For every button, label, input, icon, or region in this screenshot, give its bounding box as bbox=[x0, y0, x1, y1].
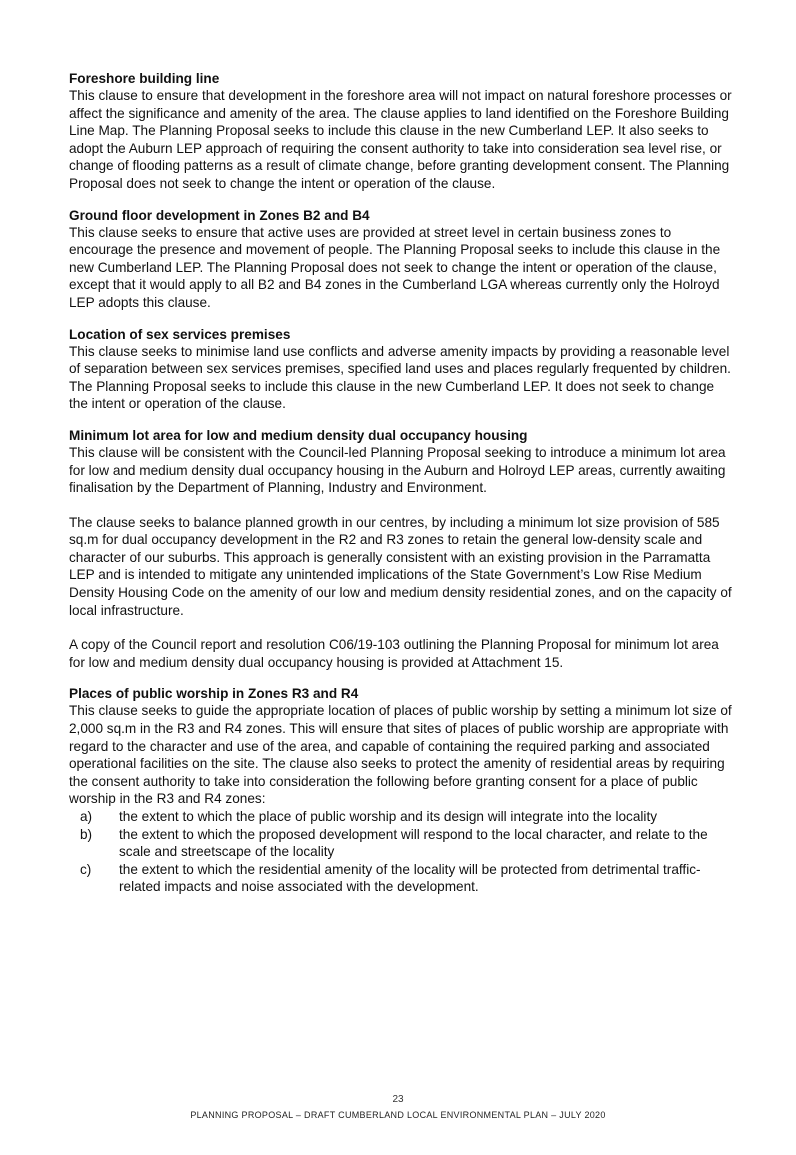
section-minimum-lot-area bbox=[69, 427, 734, 672]
footer-title: PLANNING PROPOSAL – DRAFT CUMBERLAND LOCAL ENVIRONMENTAL PLAN – JULY 2020 bbox=[190, 1110, 606, 1120]
section-sex-services-premises bbox=[69, 326, 734, 413]
section-paragraph: This clause will be consistent with the Council-led Planning Proposal seeking to introduce a minimum lot area for low and medium density dual occupancy housing in the Auburn and Holroyd LEP areas, currently awaiting finalisation by the Department of Planning, Industry and Environment. bbox=[69, 444, 726, 496]
section-foreshore-building-line bbox=[69, 70, 734, 193]
list-item bbox=[69, 826, 734, 861]
page-body bbox=[69, 70, 734, 910]
list-marker: b) bbox=[80, 826, 93, 842]
list-item-text: the extent to which the residential amenity of the locality will be protected from detrimental traffic-related impacts and noise associated with the development. bbox=[119, 861, 701, 895]
section-heading: Places of public worship in Zones R3 and R4 bbox=[69, 686, 359, 702]
list-item bbox=[69, 861, 734, 896]
section-heading: Location of sex services premises bbox=[69, 326, 291, 342]
section-paragraph: This clause seeks to minimise land use conflicts and adverse amenity impacts by providing a reasonable level of separation between sex services premises, specified land uses and places regularly frequented by children. The Planning Proposal seeks to include this clause in the new Cumberland LEP. It does not seek to change the intent or operation of the clause. bbox=[69, 343, 731, 412]
section-paragraph: This clause to ensure that development in the foreshore area will not impact on natural foreshore processes or affect the significance and amenity of the area. The clause applies to land identified on the Foreshore Building Line Map. The Planning Proposal seeks to include this clause in the new Cumberland LEP. It also seeks to adopt the Auburn LEP approach of requiring the consent authority to take into consideration sea level rise, or change of flooding patterns as a result of climate change, before granting development consent. The Planning Proposal does not seek to change the intent or operation of the clause. bbox=[69, 88, 732, 191]
section-paragraph: This clause seeks to ensure that active uses are provided at street level in certain business zones to encourage the presence and movement of people. The Planning Proposal seeks to include this clause in the new Cumberland LEP. The Planning Proposal does not seek to change the intent or operation of the clause, except that it would apply to all B2 and B4 zones in the Cumberland LGA whereas currently only the Holroyd LEP adopts this clause. bbox=[69, 224, 721, 310]
list-marker: c) bbox=[80, 861, 92, 877]
section-heading: Ground floor development in Zones B2 and B4 bbox=[69, 207, 370, 223]
section-ground-floor-development bbox=[69, 207, 734, 312]
section-heading: Foreshore building line bbox=[69, 71, 220, 86]
list-marker: a) bbox=[80, 809, 93, 824]
section-heading: Minimum lot area for low and medium density dual occupancy housing bbox=[69, 427, 528, 443]
section-places-of-public-worship bbox=[69, 685, 734, 896]
considerations-list bbox=[69, 808, 734, 896]
section-paragraph: This clause seeks to guide the appropriate location of places of public worship by setting a minimum lot size of 2,000 sq.m in the R3 and R4 zones. This will ensure that sites of places of public worship are appropriate with regard to the character and use of the area, and capable of containing the required parking and associated operational facilities on the site. The clause also seeks to protect the amenity of residential areas by requiring the consent authority to take into consideration the following before granting consent for a place of public worship in the R3 and R4 zones: bbox=[69, 703, 732, 807]
section-paragraph: A copy of the Council report and resolution C06/19-103 outlining the Planning Proposal for minimum lot area for low and medium density dual occupancy housing is provided at Attachment 15. bbox=[69, 637, 719, 670]
list-item bbox=[69, 808, 734, 826]
section-paragraph: The clause seeks to balance planned growth in our centres, by including a minimum lot size provision of 585 sq.m for dual occupancy development in the R2 and R3 zones to retain the general low-density scale and character of our suburbs. This approach is generally consistent with an existing provision in the Parramatta LEP and is intended to mitigate any unintended implications of the State Government’s Low Rise Medium Density Housing Code on the amenity of our low and medium density residential zones, and on the capacity of local infrastructure. bbox=[69, 514, 732, 618]
list-item-text: the extent to which the place of public worship and its design will integrate into the locality bbox=[119, 809, 658, 824]
page-number: 23 bbox=[392, 1094, 404, 1105]
list-item-text: the extent to which the proposed development will respond to the local character, and relate to the scale and streetscape of the locality bbox=[119, 826, 708, 860]
